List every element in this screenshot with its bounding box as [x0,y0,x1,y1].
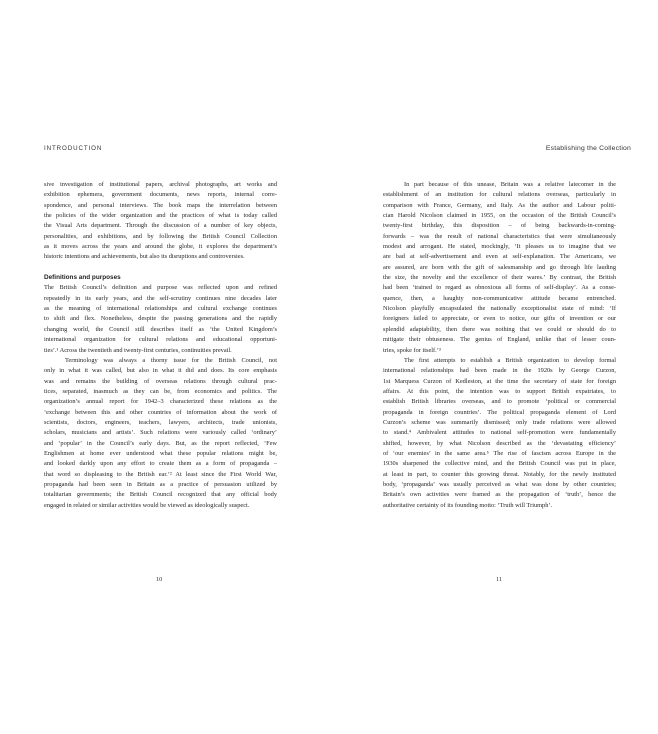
text-line: only in what it was called, but also in what it did and does. Its core emphasis [44,367,277,375]
text-line: organization’s annual report for 1942–3 characterized these relations as the [44,398,277,406]
text-line: affairs. At this point, the intention was to support British expatriates, to [383,387,616,395]
text-line: changing world, the Council still describes itself as ‘the United Kingdom’s [44,325,277,333]
text-line: as the meaning of international relationships and cultural exchange continues [44,305,277,313]
text-line: In part because of this unease, Britain was a relative latecomer in the [404,181,616,188]
text-line: cian Harold Nicolson claimed in 1955, on the occasion of the British Council’s [383,212,616,220]
text-line: foreigners failed to appreciate, or even to notice, our gifts of invention or our [383,315,616,323]
text-line: The first attempts to establish a British organization to develop formal [404,356,616,364]
text-line: twenty-first birthday, this disposition – of being backwards-in-coming- [383,222,616,230]
text-line: at least in part, to counter this growing threat. Notably, for the newly instituted [383,470,616,478]
left-page-body [44,180,277,511]
left-paragraph-3 [44,356,277,511]
text-line: and looked darkly upon any effort to create them as a form of propaganda – [44,460,277,468]
text-line: of ‘our enemies’ in the same area.⁵ The rise of fascism across Europe in the [383,449,616,457]
left-paragraph-2 [44,283,277,355]
right-paragraph-1 [383,180,616,356]
text-line: to shift and flex. Nonetheless, despite the passing generations and the rapidly [44,315,277,323]
text-line: forwards – was the result of national characteristics that were simultaneously [383,232,616,240]
text-line: international relationships had been made in the 1920s by George Curzon, [383,367,616,375]
text-line: modest and arrogant. He stated, mockingly, ‘It pleases us to imagine that we [383,243,616,251]
text-line: ties’.¹ Across the twentieth and twenty-first centuries, continuities prevail. [44,346,232,354]
text-line: establish British libraries overseas, and to promote ‘political or commercial [383,398,616,406]
text-line: are assured, are born with the gift of salesmanship and go through life lauding [383,263,616,271]
text-line: propaganda had been seen in Britain as a practice of persuasion utilized by [44,480,277,488]
text-line: are bad at self-advertisement and even at self-explanation. The Americans, we [383,253,616,261]
text-line: shifted, however, by what Nicolson described as the ‘devastating efficiency’ [383,439,616,447]
running-head-right: Establishing the Collection [545,145,631,152]
text-line: sive investigation of institutional papers, archival photographs, art works and [44,181,277,188]
text-line: Englishmen at home ever understood what these popular relations might be, [44,449,277,457]
text-line: 1930s sharpened the collective mind, and the British Council was put in place, [383,460,616,468]
text-line: was and remains the building of overseas relations through cultural prac- [44,377,277,385]
text-line: 1st Marquess Curzon of Kedleston, at the time the secretary of state for foreign [383,377,616,385]
text-line: the Visual Arts department. Through the discussion of a number of key objects, [44,222,277,230]
text-line: Curzon’s scheme was summarily dismissed; only trade relations were allowed [383,418,616,426]
text-line: scholars, musicians and artists’. Such relations were variously called ‘ordinary’ [44,429,277,437]
text-line: scientists, doctors, engineers, teachers, lawyers, architects, trade unionists, [44,418,277,426]
text-line: that word so displeasing to the British ear.’² At least since the First World War, [44,470,277,478]
text-line: exhibition ephemera, government documents, news reports, internal corre- [44,191,277,199]
text-line: had been ‘trained to regard as obnoxious all forms of self-display’. As a conse- [383,284,616,292]
left-paragraph-1 [44,180,277,263]
right-page-body [383,180,616,511]
section-heading: Definitions and purposes [44,274,121,282]
text-line: totalitarian governments; the British Council recognized that any official body [44,491,277,499]
text-line: tices, separated, inasmuch as they can be, from economics and politics. The [44,387,277,395]
text-line: splendid adaptability, then there was nothing that we could or should do to [383,325,616,333]
text-line: body, ‘propaganda’ was usually perceived as what was done by other countries; [383,480,616,488]
text-line: engaged in related or similar activities would be viewed as ideologically suspect. [44,501,250,509]
text-line: propaganda in foreign countries’. The political propaganda element of Lord [383,408,616,416]
page-number-right: 11 [496,576,503,583]
page-number-left: 10 [156,576,163,583]
text-line: the policies of the wider organization and the practices of what is today called [44,212,277,220]
text-line: repeatedly in its early years, and the self-scrutiny continues nine decades later [44,294,277,302]
text-line: spondence, and personal interviews. The book maps the interrelation between [44,201,277,209]
text-line: as it moves across the years and around the globe, it explores the department’s [44,243,277,251]
text-line: and ‘popular’ in the Council’s early days. But, as the report reflected, ‘Few [44,439,277,447]
text-line: tries, spoke for itself.’³ [383,346,441,354]
text-line: The British Council’s definition and purpose was reflected upon and refined [44,284,277,292]
text-line: mitigate their obtuseness. The genius of England, unlike that of lesser coun- [383,336,616,344]
text-line: quence, then, a haughty non-communicative attitude became entrenched. [383,294,616,302]
text-line: Britain’s own activities were framed as the propagation of ‘truth’, hence the [383,491,616,499]
text-line: personalities, and exhibitions, and by following the British Council Collection [44,232,277,240]
text-line: historic intentions and achievements, but also its disruptions and controversies. [44,253,245,261]
text-line: international organization for cultural relations and educational opportuni- [44,336,277,344]
text-line: Terminology was always a thorny issue for the British Council, not [65,356,277,364]
text-line: comparison with France, Germany, and Italy. As the author and Labour politi- [383,201,616,209]
running-head-left: INTRODUCTION [44,145,103,152]
text-line: establishment of an institution for cultural relations overseas, particularly in [383,191,616,199]
text-line: the size, the novelty and the excellence of their wares.’ By contrast, the British [383,274,616,282]
text-line: authoritative certainty of its founding motto: ‘Truth will Triumph’. [383,501,553,509]
text-line: ‘exchange between this and other countries of information about the work of [44,408,277,416]
right-paragraph-2 [383,356,616,511]
text-line: to stand.⁴ Ambivalent attitudes to national self-promotion were fundamentally [383,429,616,437]
text-line: Nicolson playfully encapsulated the nationally exceptionalist state of mind: ‘If [383,305,616,313]
